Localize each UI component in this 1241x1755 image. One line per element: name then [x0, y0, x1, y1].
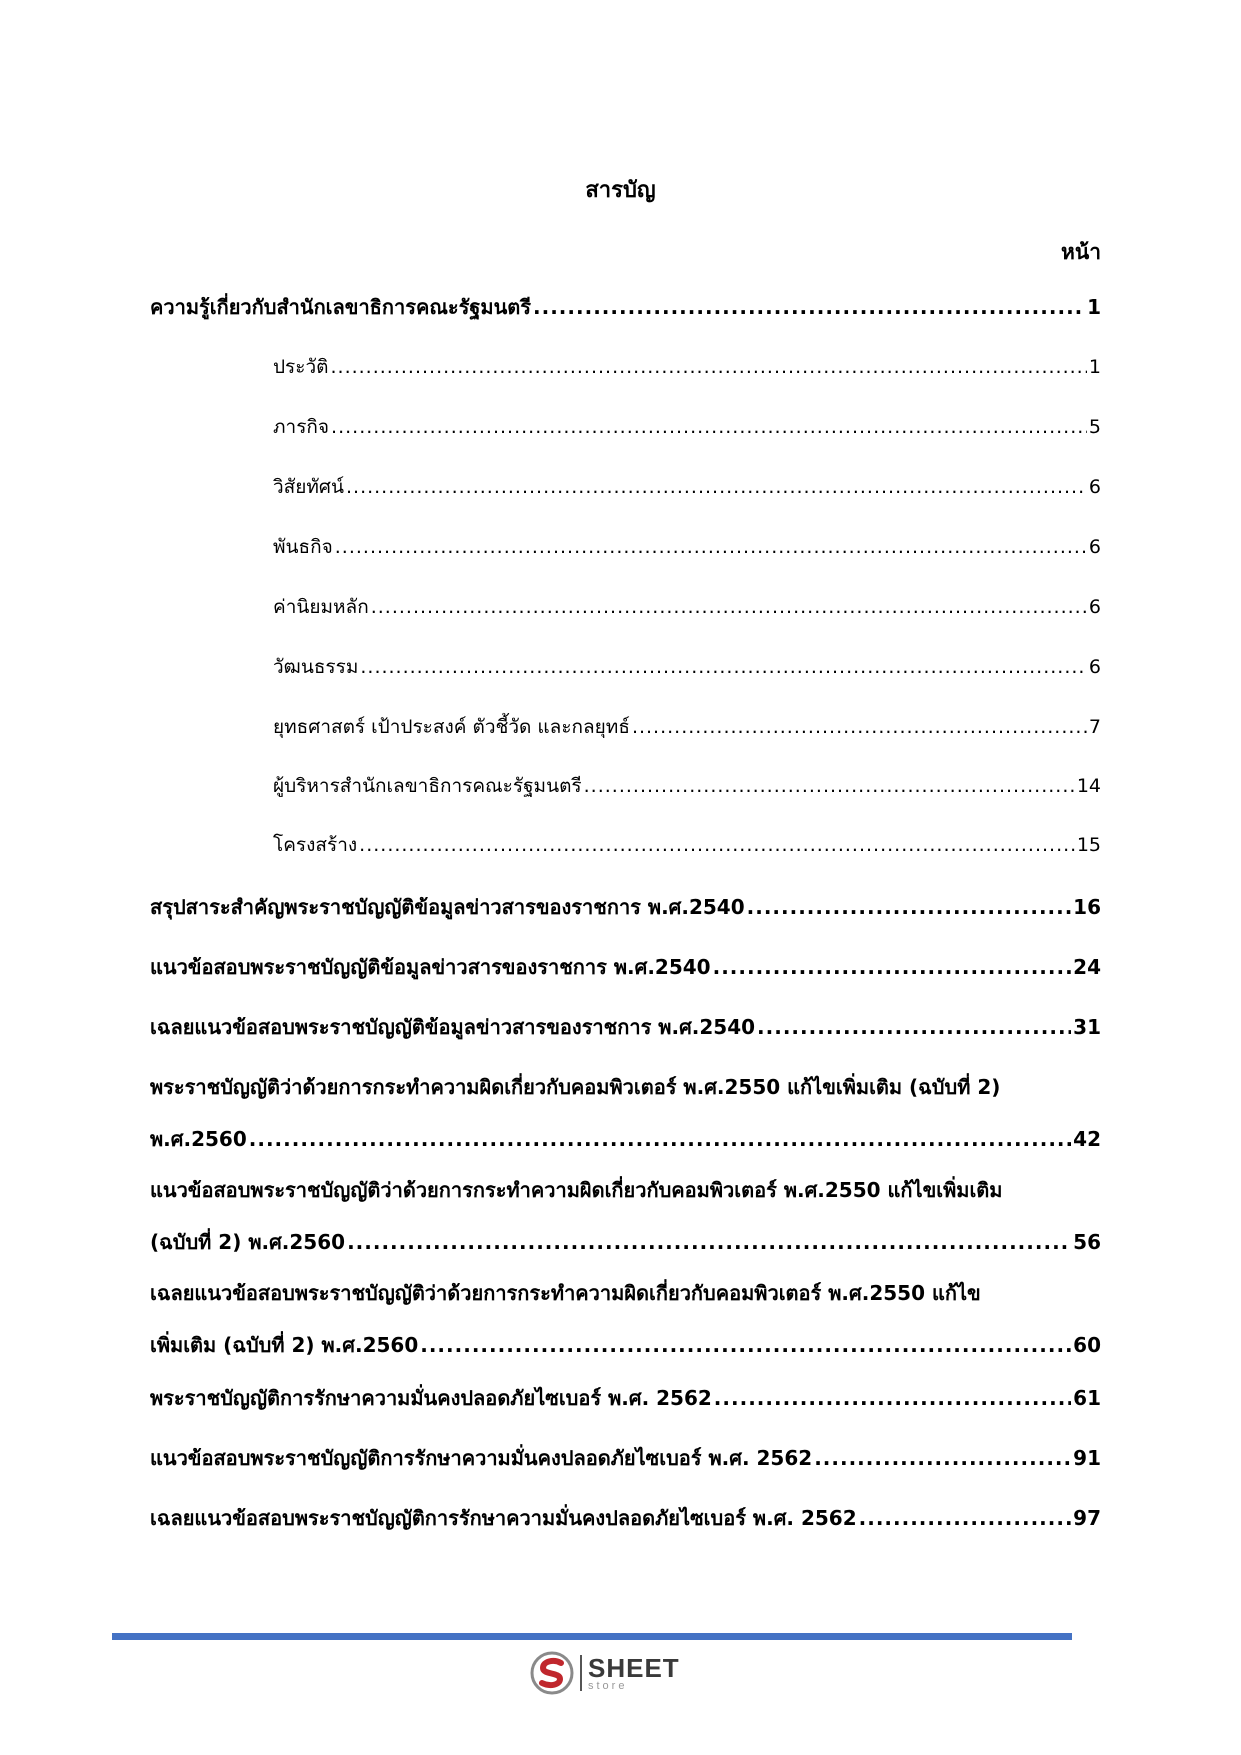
leader-dots [420, 1330, 1071, 1360]
toc-entry[interactable] [150, 1503, 1101, 1533]
toc-entry-page: 7 [1088, 716, 1101, 738]
toc-entry[interactable] [150, 1012, 1101, 1042]
toc-entry-page: 56 [1073, 1230, 1101, 1254]
leader-dots [249, 1124, 1071, 1154]
leader-dots [713, 952, 1072, 982]
toc-entry-text: พระราชบัญญัติว่าด้วยการกระทำความผิดเกี่ยวกับคอมพิวเตอร์ พ.ศ.2550 แก้ไขเพิ่มเติม (ฉบับที่ 2) [150, 1075, 1001, 1099]
toc-subentry[interactable] [273, 352, 1101, 382]
leader-dots [584, 771, 1075, 801]
toc-entry-page: 6 [1088, 596, 1101, 618]
toc-entry[interactable] [150, 292, 1101, 322]
page-number-heading: หน้า [1061, 240, 1101, 264]
leader-dots [335, 532, 1087, 562]
leader-dots [714, 1383, 1071, 1413]
leader-dots [360, 652, 1087, 682]
toc-entry-text: แนวข้อสอบพระราชบัญญัติการรักษาความมั่นคงปลอดภัยไซเบอร์ พ.ศ. 2562 [150, 1446, 813, 1470]
footer-rule [112, 1633, 1072, 1640]
toc-entry-page: 15 [1076, 834, 1101, 856]
toc-entry-page: 60 [1073, 1333, 1101, 1357]
leader-dots [346, 472, 1087, 502]
toc-entry-text: ผู้บริหารสำนักเลขาธิการคณะรัฐมนตรี [273, 775, 582, 797]
toc-subentry[interactable] [273, 652, 1101, 682]
toc-entry-multiline[interactable] [150, 1072, 1101, 1154]
toc-entry-page: 5 [1088, 416, 1101, 438]
toc-entry-text: โครงสร้าง [273, 834, 358, 856]
toc-entry[interactable] [150, 952, 1101, 982]
toc-entry-text: แนวข้อสอบพระราชบัญญัติว่าด้วยการกระทำความผิดเกี่ยวกับคอมพิวเตอร์ พ.ศ.2550 แก้ไขเพิ่มเติม [150, 1178, 1003, 1202]
logo-subword: store [588, 1679, 628, 1692]
toc-entry-text: ประวัติ [273, 356, 329, 378]
toc-entry[interactable] [150, 1383, 1101, 1413]
toc-entry-page: 6 [1088, 476, 1101, 498]
leader-dots [747, 892, 1072, 922]
toc-entry-text: พันธกิจ [273, 536, 333, 558]
toc-entry-text: เฉลยแนวข้อสอบพระราชบัญญัติการรักษาความมั่นคงปลอดภัยไซเบอร์ พ.ศ. 2562 [150, 1506, 857, 1530]
toc-subentry[interactable] [273, 532, 1101, 562]
toc-subentry[interactable] [273, 472, 1101, 502]
toc-entry-text: ยุทธศาสตร์ เป้าประสงค์ ตัวชี้วัด และกลยุทธ์ [273, 716, 630, 738]
toc-subentry[interactable] [273, 412, 1101, 442]
leader-dots [757, 1012, 1071, 1042]
toc-entry[interactable] [150, 1443, 1101, 1473]
toc-entry-text-continued: พ.ศ.2560 [150, 1127, 247, 1151]
leader-dots [371, 592, 1087, 622]
toc-entry-page: 1 [1088, 356, 1101, 378]
logo-separator [580, 1655, 582, 1691]
toc-entry-text: ค่านิยมหลัก [273, 596, 369, 618]
leader-dots [859, 1503, 1072, 1533]
toc-entry-text: พระราชบัญญัติการรักษาความมั่นคงปลอดภัยไซเบอร์ พ.ศ. 2562 [150, 1386, 712, 1410]
leader-dots [331, 412, 1087, 442]
toc-entry-page: 6 [1088, 656, 1101, 678]
toc-entry-text: ภารกิจ [273, 416, 330, 438]
sheet-store-logo [530, 1651, 680, 1695]
toc-entry-multiline[interactable] [150, 1175, 1101, 1257]
leader-dots [347, 1227, 1071, 1257]
toc-entry-page: 24 [1073, 955, 1101, 979]
toc-entry-text: วัฒนธรรม [273, 656, 359, 678]
leader-dots [814, 1443, 1071, 1473]
toc-entry-text-continued: เพิ่มเติม (ฉบับที่ 2) พ.ศ.2560 [150, 1333, 419, 1357]
toc-entry-page: 97 [1073, 1506, 1101, 1530]
toc-entry-page: 14 [1076, 775, 1101, 797]
toc-entry-text: สรุปสาระสำคัญพระราชบัญญัติข้อมูลข่าวสารของราชการ พ.ศ.2540 [150, 895, 745, 919]
toc-entry-page: 31 [1073, 1015, 1101, 1039]
toc-entry-text: เฉลยแนวข้อสอบพระราชบัญญัติว่าด้วยการกระทำความผิดเกี่ยวกับคอมพิวเตอร์ พ.ศ.2550 แก้ไข [150, 1281, 981, 1305]
logo-word: SHEET [588, 1652, 680, 1683]
leader-dots [632, 712, 1087, 742]
toc-entry-page: 1 [1087, 295, 1101, 319]
leader-dots [359, 830, 1075, 860]
leader-dots [330, 352, 1086, 382]
toc-subentry[interactable] [273, 830, 1101, 860]
leader-dots [533, 292, 1085, 322]
toc-entry-text: แนวข้อสอบพระราชบัญญัติข้อมูลข่าวสารของราชการ พ.ศ.2540 [150, 955, 711, 979]
page-title: สารบัญ [585, 178, 656, 203]
toc-entry-page: 91 [1073, 1446, 1101, 1470]
toc-entry-text: วิสัยทัศน์ [273, 476, 344, 498]
toc-entry-page: 16 [1073, 895, 1101, 919]
toc-entry-multiline[interactable] [150, 1278, 1101, 1360]
toc-subentry[interactable] [273, 771, 1101, 801]
toc-entry-text: ความรู้เกี่ยวกับสำนักเลขาธิการคณะรัฐมนตรี [150, 295, 532, 319]
toc-entry-page: 61 [1073, 1386, 1101, 1410]
logo-mark-icon [530, 1651, 574, 1695]
toc-entry-page: 6 [1088, 536, 1101, 558]
toc-entry-text: เฉลยแนวข้อสอบพระราชบัญญัติข้อมูลข่าวสารของราชการ พ.ศ.2540 [150, 1015, 756, 1039]
toc-entry-page: 42 [1073, 1127, 1101, 1151]
toc-subentry[interactable] [273, 592, 1101, 622]
toc-entry-text-continued: (ฉบับที่ 2) พ.ศ.2560 [150, 1230, 346, 1254]
toc-subentry[interactable] [273, 712, 1101, 742]
toc-entry[interactable] [150, 892, 1101, 922]
